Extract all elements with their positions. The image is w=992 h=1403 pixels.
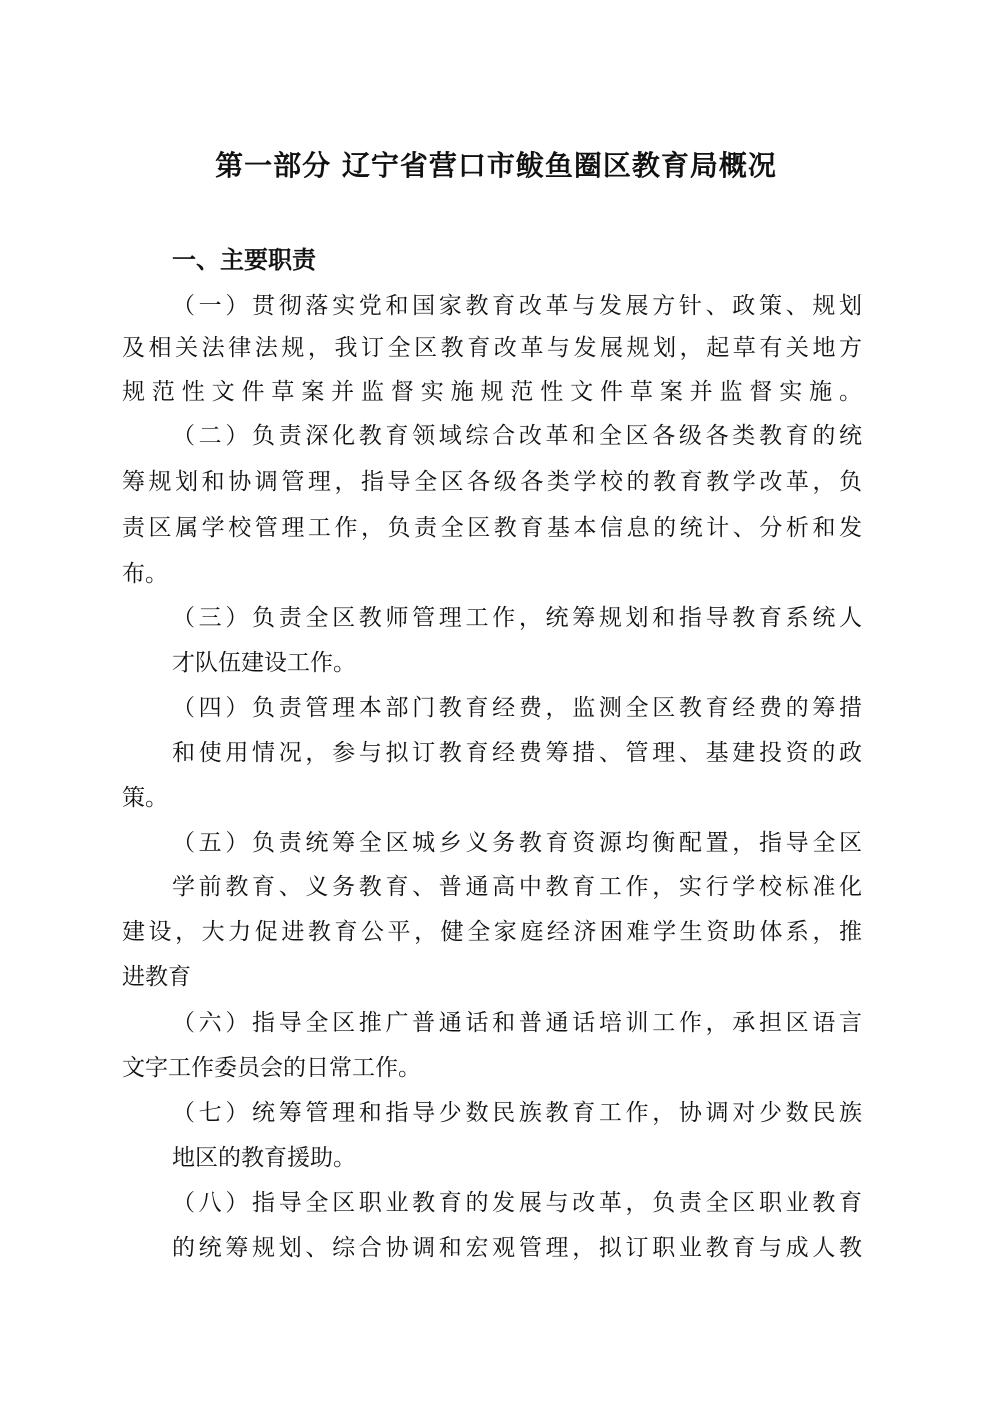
paragraph-line: （六）指导全区推广普通话和普通话培训工作，承担区语言 (172, 1010, 862, 1036)
paragraph-line: （八）指导全区职业教育的发展与改革，负责全区职业教育 (172, 1190, 862, 1216)
paragraph-line: （三）负责全区教师管理工作，统筹规划和指导教育系统人 (172, 605, 862, 631)
paragraph-line: 建设，大力促进教育公平，健全家庭经济困难学生资助体系，推 (122, 919, 862, 945)
paragraph-line: 和使用情况，参与拟订教育经费筹措、管理、基建投资的政 (172, 740, 862, 766)
paragraph-line: （四）负责管理本部门教育经费，监测全区教育经费的筹措 (172, 695, 862, 721)
paragraph-line: 规范性文件草案并监督实施规范性文件草案并监督实施。 (122, 379, 862, 405)
paragraph-line: （一）贯彻落实党和国家教育改革与发展方针、政策、规划 (172, 293, 862, 319)
paragraph-line: 的统筹规划、综合协调和宏观管理，拟订职业教育与成人教 (172, 1235, 862, 1261)
paragraph-line: （七）统筹管理和指导少数民族教育工作，协调对少数民族 (172, 1100, 862, 1126)
paragraph-line: 责区属学校管理工作，负责全区教育基本信息的统计、分析和发 (122, 515, 862, 541)
paragraph-line: 策。 (122, 785, 168, 811)
paragraph-line: （五）负责统筹全区城乡义务教育资源均衡配置，指导全区 (172, 830, 862, 856)
paragraph-line: 及相关法律法规，我订全区教育改革与发展规划，起草有关地方 (122, 335, 862, 361)
paragraph-line: （二）负责深化教育领域综合改革和全区各级各类教育的统 (172, 423, 862, 449)
paragraph-line: 才队伍建设工作。 (172, 650, 356, 676)
paragraph-line: 文字工作委员会的日常工作。 (122, 1055, 421, 1081)
paragraph-line: 筹规划和协调管理，指导全区各级各类学校的教育教学改革，负 (122, 469, 862, 495)
paragraph-line: 布。 (122, 561, 168, 587)
paragraph-line: 地区的教育援助。 (172, 1145, 356, 1171)
page-title: 第一部分 辽宁省营口市鲅鱼圈区教育局概况 (215, 149, 777, 182)
section-heading: 一、主要职责 (172, 246, 316, 274)
paragraph-line: 学前教育、义务教育、普通高中教育工作，实行学校标准化 (172, 874, 862, 900)
paragraph-line: 进教育 (122, 964, 191, 990)
